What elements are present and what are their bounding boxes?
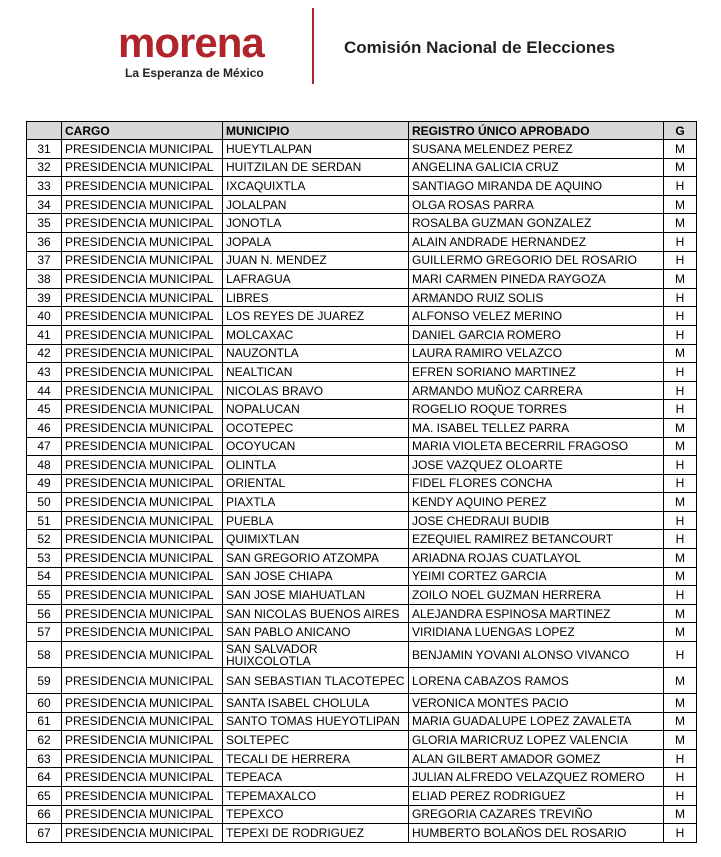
municipio-cell: NOPALUCAN xyxy=(223,400,409,419)
gender-cell: H xyxy=(664,787,697,806)
table-row xyxy=(27,363,697,382)
row-number: 60 xyxy=(27,694,62,713)
cargo-cell: PRESIDENCIA MUNICIPAL xyxy=(62,232,223,251)
table-row xyxy=(27,437,697,456)
municipio-cell: PIAXTLA xyxy=(223,493,409,512)
morena-logo: morena xyxy=(118,19,264,66)
registro-cell: DANIEL GARCIA ROMERO xyxy=(409,325,664,344)
registro-cell: MA. ISABEL TELLEZ PARRA xyxy=(409,418,664,437)
row-number: 57 xyxy=(27,623,62,642)
table-row xyxy=(27,694,697,713)
municipio-cell: OLINTLA xyxy=(223,456,409,475)
registro-cell: ARMANDO MUÑOZ CARRERA xyxy=(409,381,664,400)
cargo-cell: PRESIDENCIA MUNICIPAL xyxy=(62,400,223,419)
row-number: 42 xyxy=(27,344,62,363)
row-number: 50 xyxy=(27,493,62,512)
cargo-cell: PRESIDENCIA MUNICIPAL xyxy=(62,251,223,270)
row-number: 51 xyxy=(27,511,62,530)
registro-cell: ALAIN ANDRADE HERNANDEZ xyxy=(409,232,664,251)
row-number: 58 xyxy=(27,642,62,668)
cargo-cell: PRESIDENCIA MUNICIPAL xyxy=(62,363,223,382)
gender-cell: H xyxy=(664,177,697,196)
gender-cell: H xyxy=(664,456,697,475)
municipio-cell: TEPEXI DE RODRIGUEZ xyxy=(223,824,409,843)
table-header-row xyxy=(27,122,697,140)
cargo-cell: PRESIDENCIA MUNICIPAL xyxy=(62,694,223,713)
municipio-cell: SAN JOSE CHIAPA xyxy=(223,567,409,586)
cargo-cell: PRESIDENCIA MUNICIPAL xyxy=(62,668,223,694)
municipio-cell: SAN SEBASTIAN TLACOTEPEC xyxy=(223,668,409,694)
table-row xyxy=(27,623,697,642)
row-number: 35 xyxy=(27,214,62,233)
gender-cell: M xyxy=(664,694,697,713)
registro-cell: YEIMI CORTEZ GARCIA xyxy=(409,567,664,586)
row-number: 64 xyxy=(27,768,62,787)
registro-cell: GREGORIA CAZARES TREVIÑO xyxy=(409,805,664,824)
municipio-cell: TEPEACA xyxy=(223,768,409,787)
gender-cell: H xyxy=(664,325,697,344)
row-number: 56 xyxy=(27,604,62,623)
municipio-cell: JOPALA xyxy=(223,232,409,251)
candidates-table xyxy=(26,121,697,843)
registro-cell: FIDEL FLORES CONCHA xyxy=(409,474,664,493)
registro-cell: ALAN GILBERT AMADOR GOMEZ xyxy=(409,749,664,768)
table-row xyxy=(27,787,697,806)
registro-cell: ROSALBA GUZMAN GONZALEZ xyxy=(409,214,664,233)
municipio-cell: SAN SALVADOR HUIXCOLOTLA xyxy=(223,642,409,668)
row-number: 62 xyxy=(27,731,62,750)
table-row xyxy=(27,418,697,437)
registro-cell: MARIA VIOLETA BECERRIL FRAGOSO xyxy=(409,437,664,456)
table-row xyxy=(27,604,697,623)
registro-cell: ARIADNA ROJAS CUATLAYOL xyxy=(409,549,664,568)
cargo-cell: PRESIDENCIA MUNICIPAL xyxy=(62,549,223,568)
cargo-cell: PRESIDENCIA MUNICIPAL xyxy=(62,824,223,843)
logo-tagline: La Esperanza de México xyxy=(125,66,264,80)
cargo-cell: PRESIDENCIA MUNICIPAL xyxy=(62,325,223,344)
cargo-cell: PRESIDENCIA MUNICIPAL xyxy=(62,214,223,233)
registro-cell: VIRIDIANA LUENGAS LOPEZ xyxy=(409,623,664,642)
column-header-number xyxy=(27,122,62,140)
municipio-cell: NICOLAS BRAVO xyxy=(223,381,409,400)
row-number: 55 xyxy=(27,586,62,605)
table-row xyxy=(27,668,697,694)
municipio-cell: JONOTLA xyxy=(223,214,409,233)
cargo-cell: PRESIDENCIA MUNICIPAL xyxy=(62,530,223,549)
table-row xyxy=(27,195,697,214)
registro-cell: LORENA CABAZOS RAMOS xyxy=(409,668,664,694)
gender-cell: M xyxy=(664,214,697,233)
registro-cell: VERONICA MONTES PACIO xyxy=(409,694,664,713)
municipio-cell: SAN PABLO ANICANO xyxy=(223,623,409,642)
registro-cell: ALEJANDRA ESPINOSA MARTINEZ xyxy=(409,604,664,623)
municipio-cell: SAN JOSE MIAHUATLAN xyxy=(223,586,409,605)
column-header-g: G xyxy=(664,122,697,140)
row-number: 41 xyxy=(27,325,62,344)
table-row xyxy=(27,530,697,549)
table-row xyxy=(27,140,697,159)
municipio-cell: LOS REYES DE JUAREZ xyxy=(223,307,409,326)
row-number: 54 xyxy=(27,567,62,586)
municipio-cell: SAN GREGORIO ATZOMPA xyxy=(223,549,409,568)
registro-cell: ANGELINA GALICIA CRUZ xyxy=(409,158,664,177)
registro-cell: EZEQUIEL RAMIREZ BETANCOURT xyxy=(409,530,664,549)
registro-cell: ARMANDO RUIZ SOLIS xyxy=(409,288,664,307)
cargo-cell: PRESIDENCIA MUNICIPAL xyxy=(62,567,223,586)
table-row xyxy=(27,214,697,233)
cargo-cell: PRESIDENCIA MUNICIPAL xyxy=(62,586,223,605)
row-number: 66 xyxy=(27,805,62,824)
row-number: 59 xyxy=(27,668,62,694)
table-header xyxy=(27,122,697,140)
municipio-cell: NEALTICAN xyxy=(223,363,409,382)
gender-cell: M xyxy=(664,731,697,750)
table-row xyxy=(27,456,697,475)
municipio-cell: NAUZONTLA xyxy=(223,344,409,363)
table-row xyxy=(27,511,697,530)
cargo-cell: PRESIDENCIA MUNICIPAL xyxy=(62,158,223,177)
row-number: 63 xyxy=(27,749,62,768)
registro-cell: ELIAD PEREZ RODRIGUEZ xyxy=(409,787,664,806)
row-number: 34 xyxy=(27,195,62,214)
gender-cell: H xyxy=(664,530,697,549)
row-number: 53 xyxy=(27,549,62,568)
municipio-cell: SANTA ISABEL CHOLULA xyxy=(223,694,409,713)
registro-cell: BENJAMIN YOVANI ALONSO VIVANCO xyxy=(409,642,664,668)
gender-cell: M xyxy=(664,270,697,289)
cargo-cell: PRESIDENCIA MUNICIPAL xyxy=(62,140,223,159)
cargo-cell: PRESIDENCIA MUNICIPAL xyxy=(62,456,223,475)
cargo-cell: PRESIDENCIA MUNICIPAL xyxy=(62,177,223,196)
gender-cell: H xyxy=(664,768,697,787)
gender-cell: M xyxy=(664,437,697,456)
column-header-municipio: MUNICIPIO xyxy=(223,122,409,140)
gender-cell: H xyxy=(664,381,697,400)
gender-cell: M xyxy=(664,158,697,177)
cargo-cell: PRESIDENCIA MUNICIPAL xyxy=(62,307,223,326)
registro-cell: SUSANA MELENDEZ PEREZ xyxy=(409,140,664,159)
table-row xyxy=(27,749,697,768)
cargo-cell: PRESIDENCIA MUNICIPAL xyxy=(62,768,223,787)
row-number: 39 xyxy=(27,288,62,307)
gender-cell: H xyxy=(664,232,697,251)
gender-cell: H xyxy=(664,642,697,668)
table-row xyxy=(27,642,697,668)
registro-cell: JOSE VAZQUEZ OLOARTE xyxy=(409,456,664,475)
table-row xyxy=(27,288,697,307)
gender-cell: H xyxy=(664,307,697,326)
cargo-cell: PRESIDENCIA MUNICIPAL xyxy=(62,712,223,731)
registro-cell: LAURA RAMIRO VELAZCO xyxy=(409,344,664,363)
table-row xyxy=(27,824,697,843)
municipio-cell: QUIMIXTLAN xyxy=(223,530,409,549)
registro-cell: MARI CARMEN PINEDA RAYGOZA xyxy=(409,270,664,289)
registro-cell: GLORIA MARICRUZ LOPEZ VALENCIA xyxy=(409,731,664,750)
gender-cell: H xyxy=(664,586,697,605)
gender-cell: H xyxy=(664,749,697,768)
cargo-cell: PRESIDENCIA MUNICIPAL xyxy=(62,623,223,642)
row-number: 37 xyxy=(27,251,62,270)
row-number: 32 xyxy=(27,158,62,177)
gender-cell: M xyxy=(664,712,697,731)
table-row xyxy=(27,251,697,270)
gender-cell: H xyxy=(664,824,697,843)
registro-cell: OLGA ROSAS PARRA xyxy=(409,195,664,214)
commission-title: Comisión Nacional de Elecciones xyxy=(344,38,616,57)
municipio-cell: LIBRES xyxy=(223,288,409,307)
table-row xyxy=(27,400,697,419)
header-divider xyxy=(312,8,314,84)
gender-cell: M xyxy=(664,549,697,568)
municipio-cell: OCOTEPEC xyxy=(223,418,409,437)
row-number: 43 xyxy=(27,363,62,382)
gender-cell: H xyxy=(664,511,697,530)
gender-cell: M xyxy=(664,623,697,642)
table-body xyxy=(27,140,697,843)
municipio-cell: OCOYUCAN xyxy=(223,437,409,456)
registro-cell: JOSE CHEDRAUI BUDIB xyxy=(409,511,664,530)
municipio-cell: HUEYTLALPAN xyxy=(223,140,409,159)
table-row xyxy=(27,712,697,731)
municipio-cell: SAN NICOLAS BUENOS AIRES xyxy=(223,604,409,623)
table-row xyxy=(27,586,697,605)
cargo-cell: PRESIDENCIA MUNICIPAL xyxy=(62,642,223,668)
gender-cell: M xyxy=(664,567,697,586)
gender-cell: H xyxy=(664,474,697,493)
cargo-cell: PRESIDENCIA MUNICIPAL xyxy=(62,787,223,806)
row-number: 44 xyxy=(27,381,62,400)
cargo-cell: PRESIDENCIA MUNICIPAL xyxy=(62,604,223,623)
gender-cell: M xyxy=(664,418,697,437)
cargo-cell: PRESIDENCIA MUNICIPAL xyxy=(62,511,223,530)
cargo-cell: PRESIDENCIA MUNICIPAL xyxy=(62,493,223,512)
row-number: 40 xyxy=(27,307,62,326)
cargo-cell: PRESIDENCIA MUNICIPAL xyxy=(62,344,223,363)
registro-cell: JULIAN ALFREDO VELAZQUEZ ROMERO xyxy=(409,768,664,787)
gender-cell: H xyxy=(664,288,697,307)
gender-cell: M xyxy=(664,344,697,363)
row-number: 47 xyxy=(27,437,62,456)
registro-cell: EFREN SORIANO MARTINEZ xyxy=(409,363,664,382)
cargo-cell: PRESIDENCIA MUNICIPAL xyxy=(62,381,223,400)
table-row xyxy=(27,177,697,196)
gender-cell: M xyxy=(664,195,697,214)
row-number: 36 xyxy=(27,232,62,251)
table-row xyxy=(27,381,697,400)
row-number: 49 xyxy=(27,474,62,493)
table-row xyxy=(27,344,697,363)
gender-cell: M xyxy=(664,668,697,694)
table-row xyxy=(27,307,697,326)
cargo-cell: PRESIDENCIA MUNICIPAL xyxy=(62,288,223,307)
municipio-cell: SOLTEPEC xyxy=(223,731,409,750)
gender-cell: H xyxy=(664,400,697,419)
gender-cell: M xyxy=(664,493,697,512)
registro-cell: MARIA GUADALUPE LOPEZ ZAVALETA xyxy=(409,712,664,731)
municipio-cell: IXCAQUIXTLA xyxy=(223,177,409,196)
table-row xyxy=(27,325,697,344)
registro-cell: KENDY AQUINO PEREZ xyxy=(409,493,664,512)
gender-cell: H xyxy=(664,363,697,382)
row-number: 38 xyxy=(27,270,62,289)
column-header-cargo: CARGO xyxy=(62,122,223,140)
municipio-cell: SANTO TOMAS HUEYOTLIPAN xyxy=(223,712,409,731)
cargo-cell: PRESIDENCIA MUNICIPAL xyxy=(62,731,223,750)
row-number: 46 xyxy=(27,418,62,437)
row-number: 67 xyxy=(27,824,62,843)
row-number: 61 xyxy=(27,712,62,731)
registro-cell: SANTIAGO MIRANDA DE AQUINO xyxy=(409,177,664,196)
row-number: 33 xyxy=(27,177,62,196)
row-number: 48 xyxy=(27,456,62,475)
registro-cell: ALFONSO VELEZ MERINO xyxy=(409,307,664,326)
table-row xyxy=(27,567,697,586)
row-number: 65 xyxy=(27,787,62,806)
registro-cell: GUILLERMO GREGORIO DEL ROSARIO xyxy=(409,251,664,270)
row-number: 45 xyxy=(27,400,62,419)
row-number: 52 xyxy=(27,530,62,549)
table-row xyxy=(27,158,697,177)
municipio-cell: MOLCAXAC xyxy=(223,325,409,344)
cargo-cell: PRESIDENCIA MUNICIPAL xyxy=(62,418,223,437)
gender-cell: M xyxy=(664,604,697,623)
municipio-cell: TEPEXCO xyxy=(223,805,409,824)
row-number: 31 xyxy=(27,140,62,159)
table-row xyxy=(27,493,697,512)
cargo-cell: PRESIDENCIA MUNICIPAL xyxy=(62,270,223,289)
table-row xyxy=(27,270,697,289)
table-row xyxy=(27,549,697,568)
column-header-registro: REGISTRO ÚNICO APROBADO xyxy=(409,122,664,140)
cargo-cell: PRESIDENCIA MUNICIPAL xyxy=(62,805,223,824)
table-row xyxy=(27,731,697,750)
table-row xyxy=(27,232,697,251)
municipio-cell: HUITZILAN DE SERDAN xyxy=(223,158,409,177)
municipio-cell: PUEBLA xyxy=(223,511,409,530)
registro-cell: HUMBERTO BOLAÑOS DEL ROSARIO xyxy=(409,824,664,843)
cargo-cell: PRESIDENCIA MUNICIPAL xyxy=(62,195,223,214)
table-row xyxy=(27,768,697,787)
document-header xyxy=(0,0,721,100)
municipio-cell: ORIENTAL xyxy=(223,474,409,493)
registro-cell: ROGELIO ROQUE TORRES xyxy=(409,400,664,419)
table-row xyxy=(27,805,697,824)
table-row xyxy=(27,474,697,493)
gender-cell: H xyxy=(664,251,697,270)
municipio-cell: TECALI DE HERRERA xyxy=(223,749,409,768)
cargo-cell: PRESIDENCIA MUNICIPAL xyxy=(62,474,223,493)
cargo-cell: PRESIDENCIA MUNICIPAL xyxy=(62,437,223,456)
municipio-cell: JOLALPAN xyxy=(223,195,409,214)
municipio-cell: JUAN N. MENDEZ xyxy=(223,251,409,270)
registro-cell: ZOILO NOEL GUZMAN HERRERA xyxy=(409,586,664,605)
cargo-cell: PRESIDENCIA MUNICIPAL xyxy=(62,749,223,768)
municipio-cell: TEPEMAXALCO xyxy=(223,787,409,806)
gender-cell: M xyxy=(664,805,697,824)
gender-cell: M xyxy=(664,140,697,159)
municipio-cell: LAFRAGUA xyxy=(223,270,409,289)
